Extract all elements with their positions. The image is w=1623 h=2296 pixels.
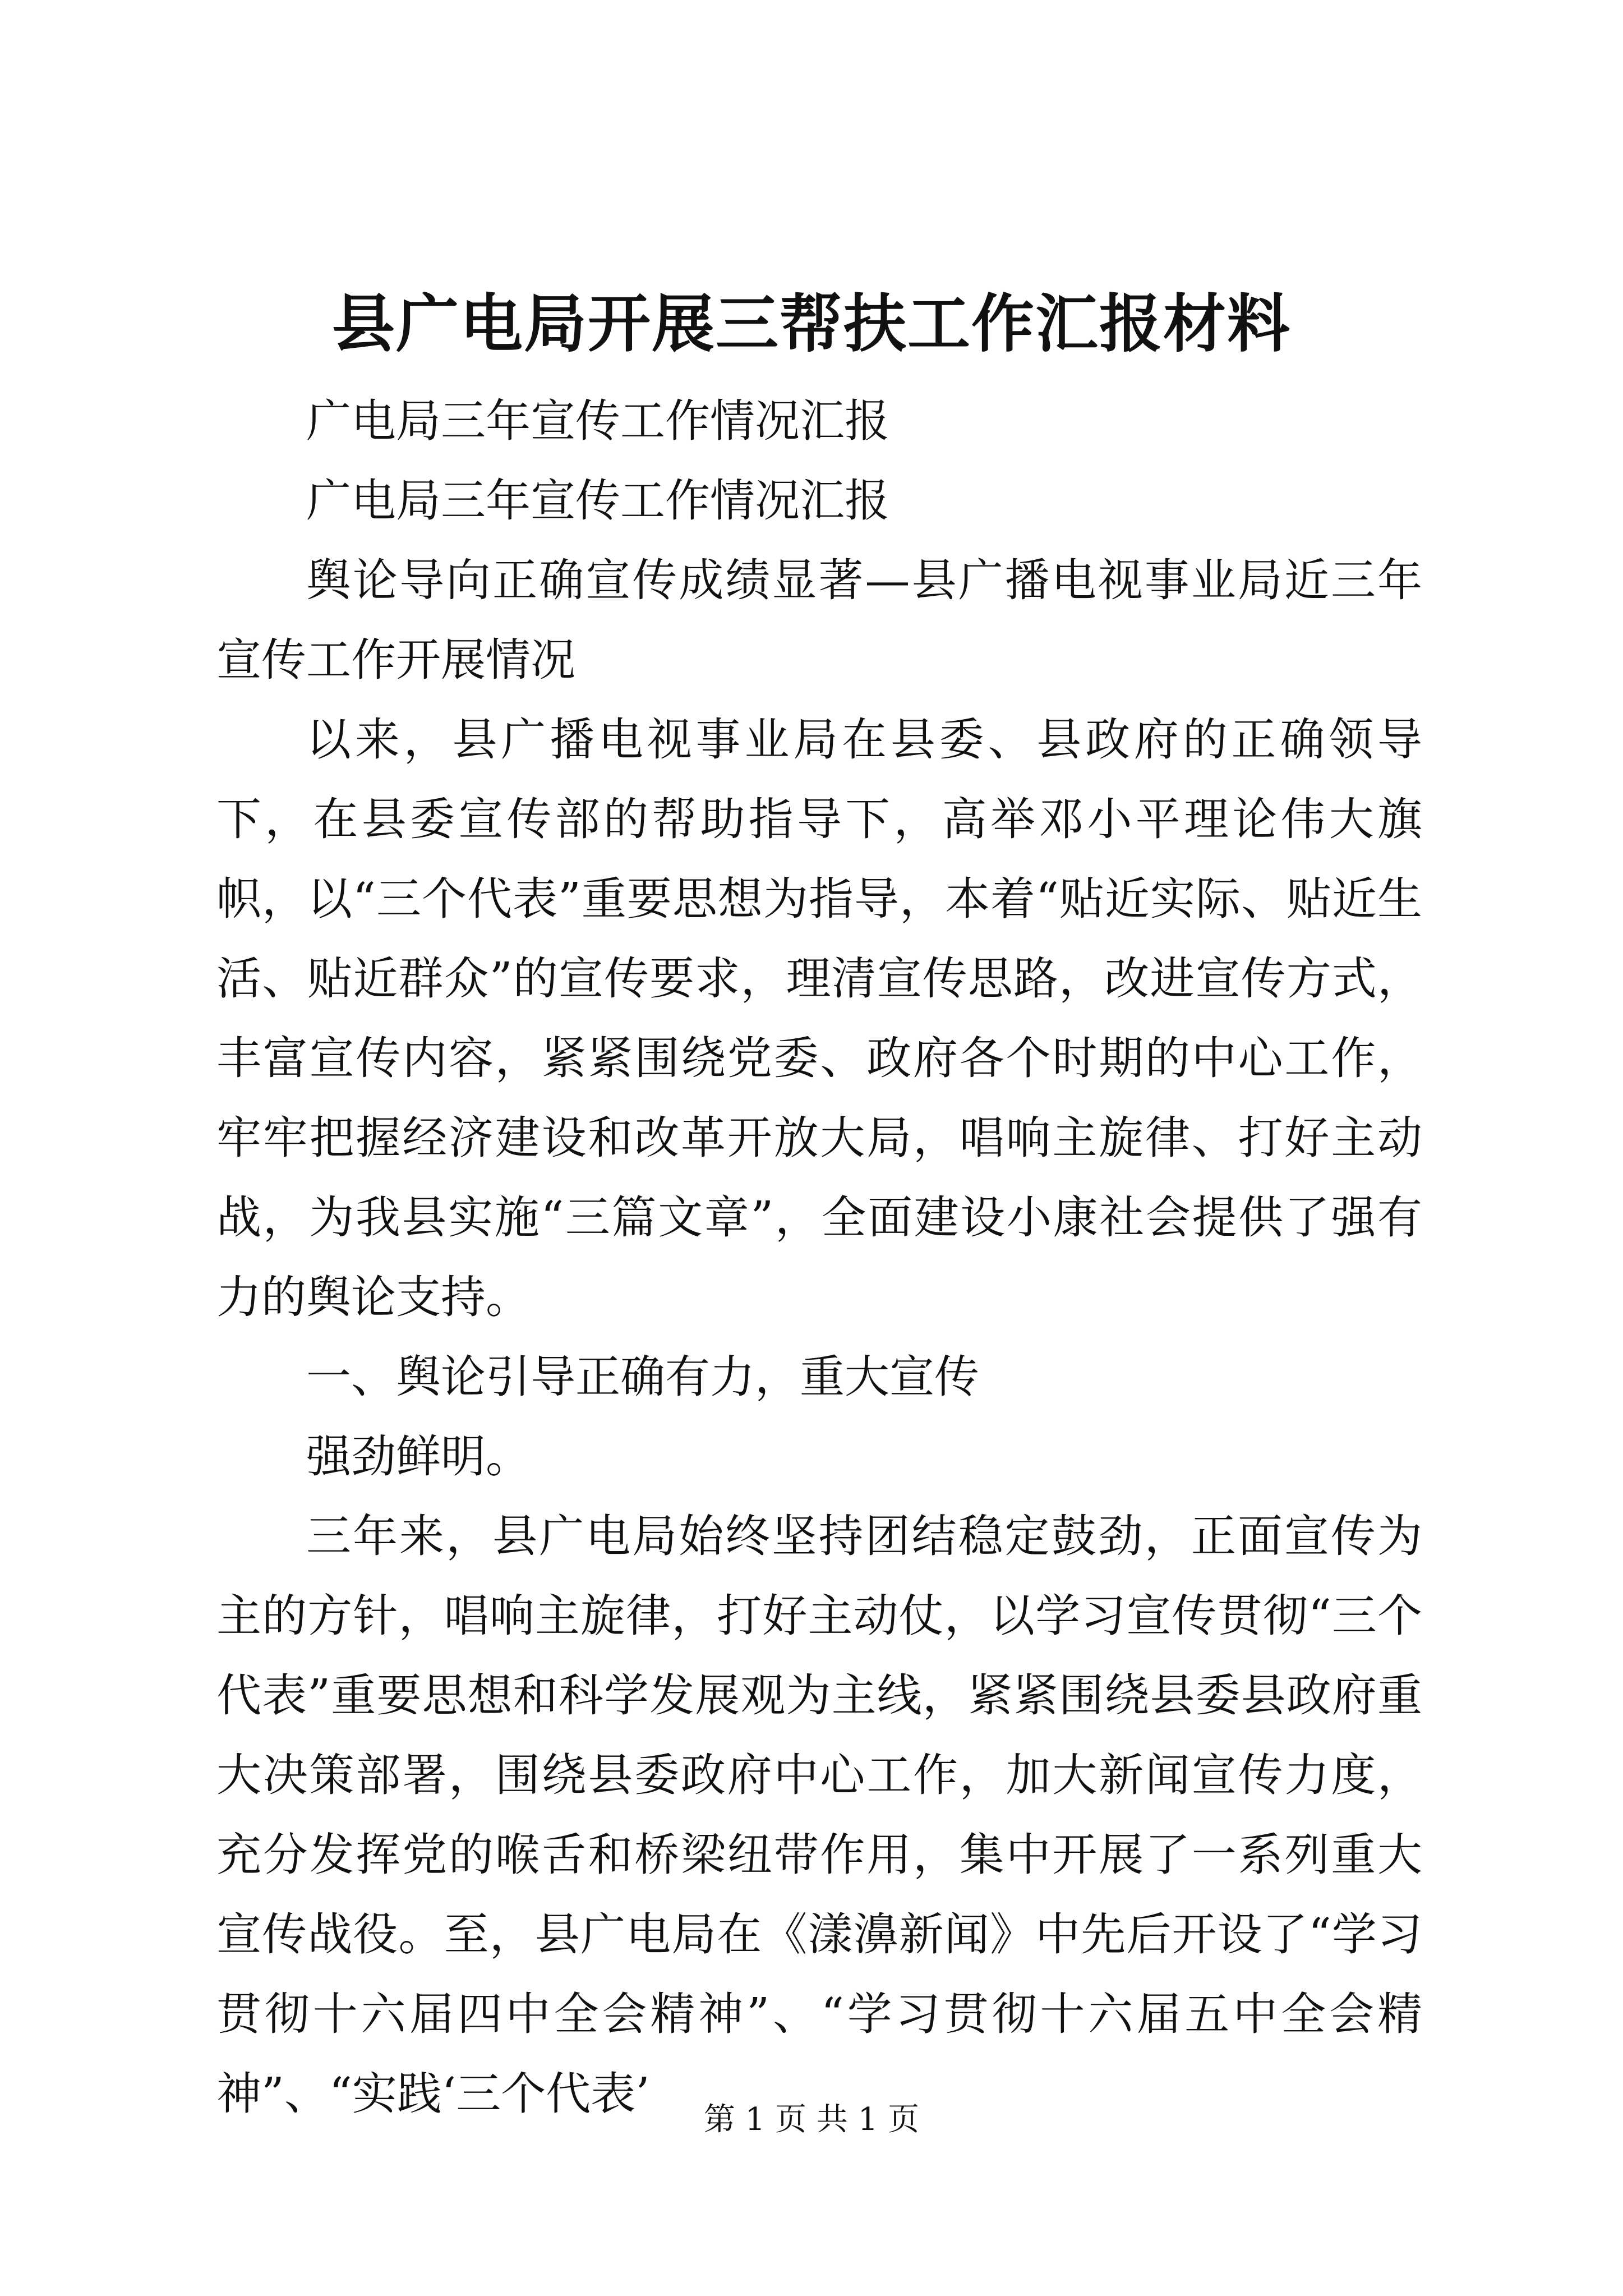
paragraph: 广电局三年宣传工作情况汇报 <box>306 475 889 527</box>
paragraph: 强劲鲜明。 <box>306 1430 531 1483</box>
page-footer: 第 1 页 共 1 页 <box>703 2101 920 2138</box>
document-title: 县广电局开展三帮扶工作汇报材料 <box>332 287 1291 361</box>
paragraph: 广电局三年宣传工作情况汇报 <box>306 395 889 447</box>
paragraph: 以来，县广播电视事业局在县委、县政府的正确领导下，在县委宣传部的帮助指导下，高举邓小平理论伟大旗帜，以“三个代表”重要思想为指导，本着“贴近实际、贴近生活、贴近群众”的宣传要求，理清宣传思路，改进宣传方式，丰富宣传内容，紧紧围绕党委、政府各个时期的中心工作，牢牢把握经济建设和改革开放大局，唱响主旋律、打好主动战，为我县实施“三篇文章”，全面建设小康社会提供了强有力的舆论支持。 <box>216 714 1422 1323</box>
document-body <box>216 381 1422 2134</box>
paragraph: 舆论导向正确宣传成绩显著—县广播电视事业局近三年宣传工作开展情况 <box>216 554 1422 686</box>
paragraph: 三年来，县广电局始终坚持团结稳定鼓劲，正面宣传为主的方针，唱响主旋律，打好主动仗，以学习宣传贯彻“三个代表”重要思想和科学发展观为主线，紧紧围绕县委县政府重大决策部署，围绕县委政府中心工作，加大新闻宣传力度，充分发挥党的喉舌和桥梁纽带作用，集中开展了一系列重大宣传战役。至，县广电局在《漾濞新闻》中先后开设了“学习贯彻十六届四中全会精神”、“学习贯彻十六届五中全会精神”、“实践‘三个代表’ <box>216 1510 1422 2120</box>
section-heading: 一、舆论引导正确有力，重大宣传 <box>306 1351 979 1403</box>
